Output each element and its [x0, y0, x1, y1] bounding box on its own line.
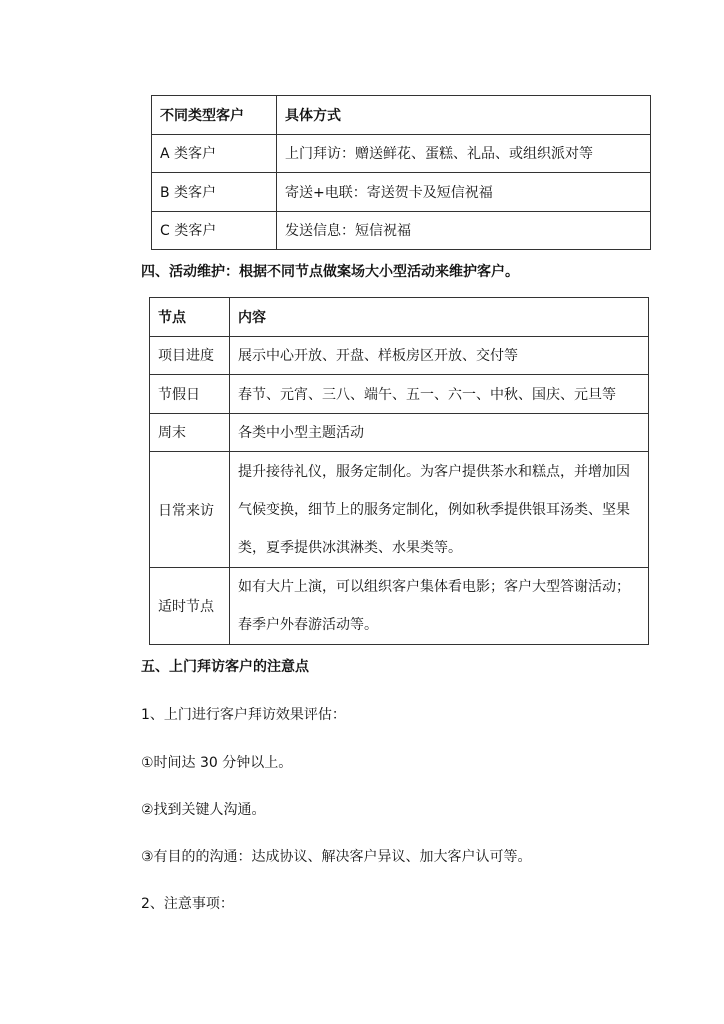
table-header-row: [150, 298, 649, 337]
table-cell: 发送信息：短信祝福: [277, 211, 651, 250]
table-row: [150, 375, 649, 414]
column-header: 节点: [150, 298, 230, 337]
table-row: [150, 452, 649, 568]
table-cell: 展示中心开放、开盘、样板房区开放、交付等: [230, 336, 649, 375]
paragraph: ③有目的的沟通：达成协议、解决客户异议、加大客户认可等。: [141, 849, 532, 865]
table-cell: 适时节点: [150, 568, 230, 645]
table-cell: 提升接待礼仪，服务定制化。为客户提供茶水和糕点，并增加因气候变换，细节上的服务定制化，例如秋季提供银耳汤类、坚果类，夏季提供冰淇淋类、水果类等。: [230, 452, 649, 568]
table-cell: 节假日: [150, 375, 230, 414]
table-row: [152, 173, 651, 212]
paragraph: ①时间达 30 分钟以上。: [141, 755, 293, 771]
table-cell: A 类客户: [152, 134, 277, 173]
paragraph: 2、注意事项：: [141, 896, 234, 912]
table-header-row: [152, 96, 651, 135]
column-header: 不同类型客户: [152, 96, 277, 135]
table-cell: 项目进度: [150, 336, 230, 375]
table-row: [150, 568, 649, 645]
customer-type-table: [151, 95, 651, 250]
table-row: [152, 211, 651, 250]
table-cell: 周末: [150, 413, 230, 452]
table-cell: B 类客户: [152, 173, 277, 212]
table-cell: 上门拜访：赠送鲜花、蛋糕、礼品、或组织派对等: [277, 134, 651, 173]
table-cell: 日常来访: [150, 452, 230, 568]
table-row: [152, 134, 651, 173]
section-5-title: 五、上门拜访客户的注意点: [141, 659, 309, 675]
paragraph: 1、上门进行客户拜访效果评估：: [141, 707, 346, 723]
table-cell: 各类中小型主题活动: [230, 413, 649, 452]
paragraph: ②找到关键人沟通。: [141, 802, 266, 818]
activity-node-table: [149, 297, 649, 645]
table-row: [150, 336, 649, 375]
table-cell: 寄送+电联：寄送贺卡及短信祝福: [277, 173, 651, 212]
column-header: 具体方式: [277, 96, 651, 135]
section-4-title: 四、活动维护：根据不同节点做案场大小型活动来维护客户。: [141, 264, 519, 280]
table-cell: C 类客户: [152, 211, 277, 250]
table-cell: 春节、元宵、三八、端午、五一、六一、中秋、国庆、元旦等: [230, 375, 649, 414]
column-header: 内容: [230, 298, 649, 337]
table-cell: 如有大片上演，可以组织客户集体看电影；客户大型答谢活动；春季户外春游活动等。: [230, 568, 649, 645]
table-row: [150, 413, 649, 452]
